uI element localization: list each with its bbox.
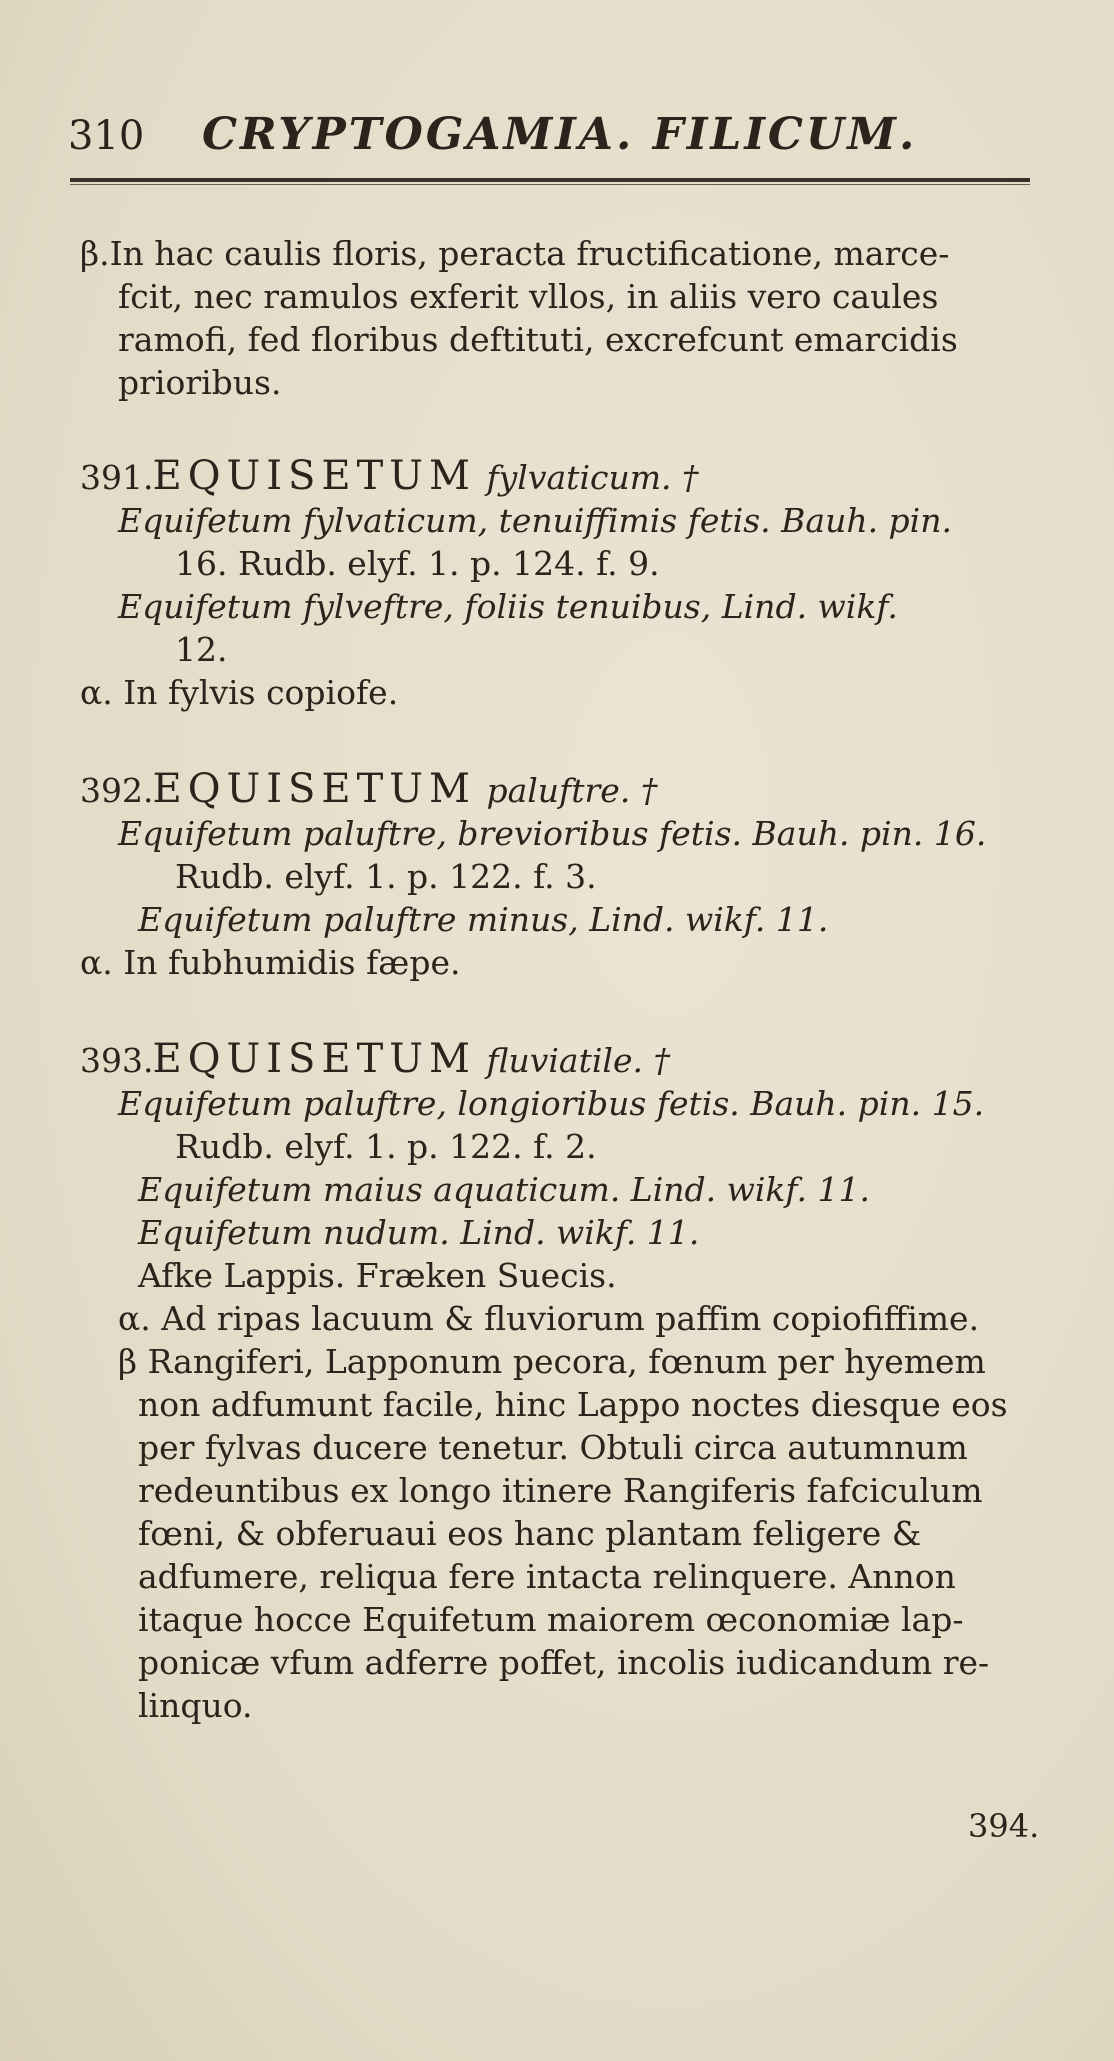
synonym-line: Equifetum fylveftre, foliis tenuibus, Lind. wikf. <box>118 587 898 626</box>
synonym-line: 12. <box>175 630 228 669</box>
synonym-line: Equifetum maius aquaticum. Lind. wikf. 11. <box>138 1170 870 1209</box>
text-line: fcit, nec ramulos exferit vllos, in aliis vero caules <box>118 277 939 316</box>
note-line: non adfumunt facile, hinc Lappo noctes diesque eos <box>138 1385 1008 1424</box>
species-name: fylvaticum. † <box>486 458 699 497</box>
header-rule <box>70 178 1030 182</box>
synonym-line: Equifetum paluftre, brevioribus fetis. Bauh. pin. 16. <box>118 814 987 853</box>
note-line: per fylvas ducere tenetur. Obtuli circa autumnum <box>138 1428 968 1467</box>
entry-number: 393. <box>80 1041 154 1080</box>
page-number: 310 <box>68 113 145 159</box>
note-line: itaque hocce Equifetum maiorem œconomiæ lap- <box>138 1600 964 1639</box>
entry-heading <box>80 768 1030 812</box>
entry-392 <box>80 768 1030 984</box>
entry-number: 392. <box>80 771 154 810</box>
entry-393 <box>80 1038 1030 1727</box>
habitat-line: α. Ad ripas lacuum & fluviorum paffim copiofiffime. <box>118 1299 980 1338</box>
text-line: prioribus. <box>118 363 282 402</box>
synonym-line: Equifetum nudum. Lind. wikf. 11. <box>138 1213 700 1252</box>
genus-name: EQUISETUM <box>152 766 476 812</box>
synonym-line: 16. Rudb. elyf. 1. p. 124. f. 9. <box>175 544 660 583</box>
page-title: CRYPTOGAMIA. FILICUM. <box>202 109 918 160</box>
note-line: β Rangiferi, Lapponum pecora, fœnum per hyemem <box>118 1342 986 1381</box>
note-line: redeuntibus ex longo itinere Rangiferis fafciculum <box>138 1471 983 1510</box>
habitat-line: α. In fylvis copiofe. <box>80 673 399 712</box>
header-rule-thin <box>70 184 1030 185</box>
synonym-line: Equifetum fylvaticum, tenuiffimis fetis. Bauh. pin. <box>118 501 952 540</box>
genus-name: EQUISETUM <box>152 1036 476 1082</box>
intro-paragraph <box>80 232 1030 404</box>
entry-number: 391. <box>80 458 154 497</box>
genus-name: EQUISETUM <box>152 453 476 499</box>
synonym-line: Equifetum paluftre minus, Lind. wikf. 11. <box>138 900 829 939</box>
species-name: paluftre. † <box>486 771 658 810</box>
note-line: fœni, & obferuaui eos hanc plantam feligere & <box>138 1514 922 1553</box>
catchword: 394. <box>968 1807 1040 1845</box>
note-line: linquo. <box>138 1686 253 1725</box>
text-line: β.In hac caulis floris, peracta fructificatione, marce- <box>80 234 950 273</box>
species-name: fluviatile. † <box>486 1041 670 1080</box>
synonym-line: Rudb. elyf. 1. p. 122. f. 2. <box>175 1127 597 1166</box>
entry-heading <box>80 1038 1030 1082</box>
entry-391 <box>80 455 1030 714</box>
synonym-line: Equifetum paluftre, longioribus fetis. Bauh. pin. 15. <box>118 1084 985 1123</box>
note-line: ponicæ vfum adferre poffet, incolis iudicandum re- <box>138 1643 990 1682</box>
running-header <box>68 110 1028 161</box>
text-line: ramofi, fed floribus deftituti, excrefcunt emarcidis <box>118 320 958 359</box>
vernacular-line: Afke Lappis. Fræken Suecis. <box>138 1256 617 1295</box>
entry-heading <box>80 455 1030 499</box>
synonym-line: Rudb. elyf. 1. p. 122. f. 3. <box>175 857 597 896</box>
habitat-line: α. In fubhumidis fæpe. <box>80 943 461 982</box>
note-line: adfumere, reliqua fere intacta relinquere. Annon <box>138 1557 956 1596</box>
